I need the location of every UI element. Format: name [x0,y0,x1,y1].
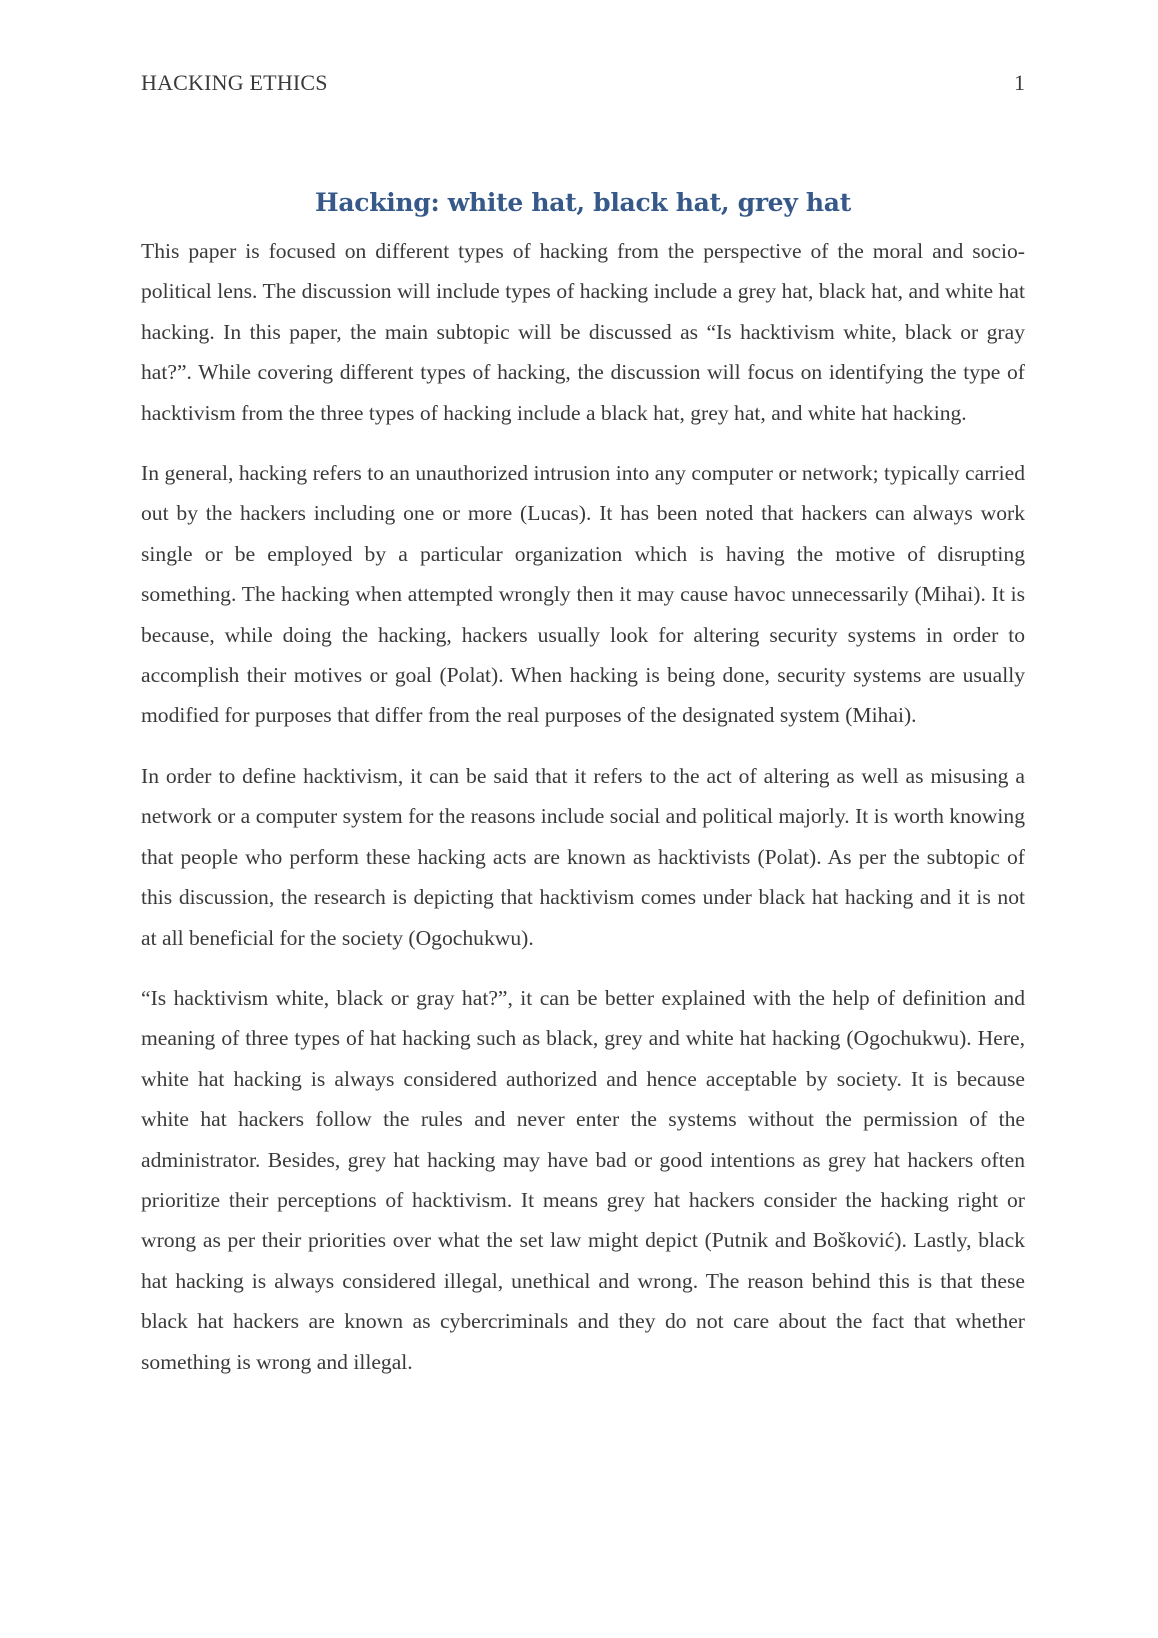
document-body [141,231,1025,1402]
paragraph-hacktivism-definition: In order to define hacktivism, it can be said that it refers to the act of altering as well as misusing a network or a computer system for the reasons include social and political majorly. It is worth knowing that people who perform these hacking acts are known as hacktivists (Polat). As per the subtopic of this discussion, the research is depicting that hacktivism comes under black hat hacking and it is not at all beneficial for the society (Ogochukwu). [141,763,1025,950]
paragraph-hacking-definition: In general, hacking refers to an unauthorized intrusion into any computer or network; typically carried out by the hackers including one or more (Lucas). It has been noted that hackers can always work single or be employed by a particular organization which is having the motive of disrupting something. The hacking when attempted wrongly then it may cause havoc unnecessarily (Mihai). It is because, while doing the hacking, hackers usually look for altering security systems in order to accomplish their motives or goal (Polat). When hacking is being done, security systems are usually modified for purposes that differ from the real purposes of the designated system (Mihai). [141,461,1025,728]
paragraph-introduction: This paper is focused on different types of hacking from the perspective of the moral and socio-political lens. The discussion will include types of hacking include a grey hat, black hat, and white hat hacking. In this paper, the main subtopic will be discussed as “Is hacktivism white, black or gray hat?”. While covering different types of hacking, the discussion will focus on identifying the type of hacktivism from the three types of hacking include a black hat, grey hat, and white hat hacking. [141,239,1025,425]
document-title: Hacking: white hat, black hat, grey hat [315,188,851,217]
paragraph-hat-types: “Is hacktivism white, black or gray hat?”, it can be better explained with the help of definition and meaning of three types of hat hacking such as black, grey and white hat hacking (Ogochukwu). Here, white hat hacking is always considered authorized and hence acceptable by society. It is because white hat hackers follow the rules and never enter the systems without the permission of the administrator. Besides, grey hat hacking may have bad or good intentions as grey hat hackers often prioritize their perceptions of hacktivism. It means grey hat hackers consider the hacking right or wrong as per their priorities over what the set law might depict (Putnik and Bošković). Lastly, black hat hacking is always considered illegal, unethical and wrong. The reason behind this is that these black hat hackers are known as cybercriminals and they do not care about the fact that whether something is wrong and illegal. [141,985,1025,1374]
running-head-title: HACKING ETHICS [141,70,328,95]
page-header [141,68,1025,98]
page-number: 1 [1014,70,1025,95]
